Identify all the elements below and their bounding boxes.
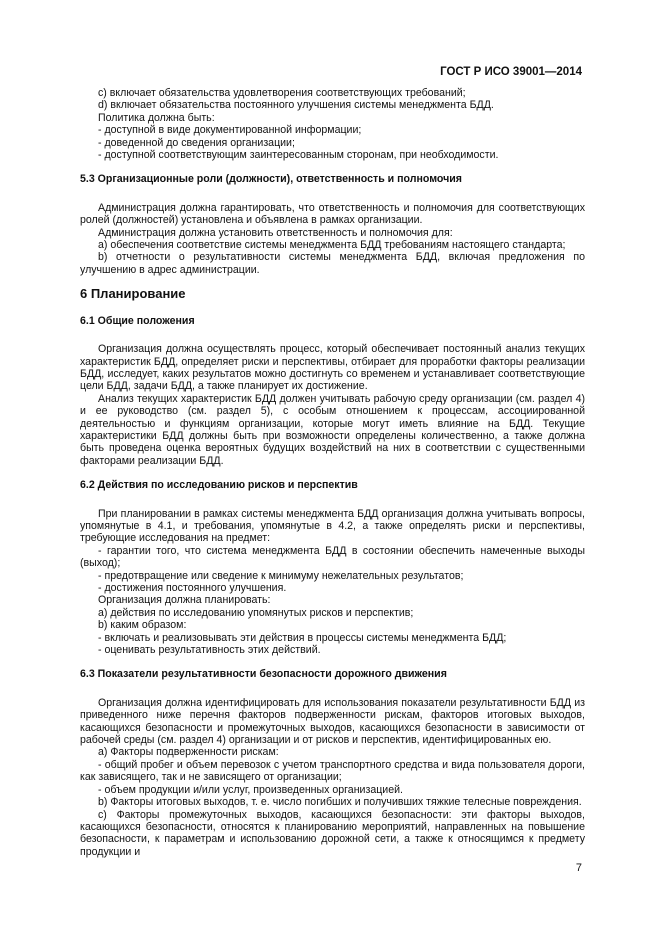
paragraph: а) обеспечения соответствие системы менеджмента БДД требованиям настоящего стандарта; — [98, 239, 566, 252]
paragraph: - доведенной до сведения организации; — [98, 136, 295, 149]
paragraph: - достижения постоянного улучшения. — [98, 582, 287, 594]
paragraph: - общий пробег и объем перевозок с учетом транспортного средства и вида пользователя дороги, как зависящего, так и не зависящего от организации; — [80, 758, 585, 784]
section-heading-6: 6 Планирование — [80, 286, 186, 302]
paragraph: b) отчетности о результативности системы менеджмента БДД, включая предложения по улучшению в адрес администрации. — [80, 251, 585, 276]
paragraph: Анализ текущих характеристик БДД должен учитывать рабочую среду организации (см. раздел 4) и ее руководство (см. раздел 5), с особым отношением к процессам, ассоциированной деятельностью и функциям организации, которые могут иметь влияние на БДД. Текущие характеристики БДД должны быть при возможности определены количественно, а также должна быть проведена оценка вероятных будущих воздействий на них в соответствии с существенными факторами реализации БДД. — [80, 392, 585, 467]
paragraph: Администрация должна гарантировать, что ответственность и полномочия для соответствующих ролей (должностей) установлена и объявлена в рамках организации. — [80, 201, 585, 227]
paragraph: c) включает обязательства удовлетворения соответствующих требований; — [98, 87, 466, 99]
paragraph: При планировании в рамках системы менеджмента БДД организация должна учитывать вопросы, упомянутые в 4.1, и требования, упомянутые в 4.2, а также определять риски и перспективы, требующие исследования на предмет: — [80, 507, 585, 545]
document-header: ГОСТ Р ИСО 39001—2014 — [440, 66, 582, 78]
paragraph: - доступной соответствующим заинтересованным сторонам, при необходимости. — [98, 149, 499, 162]
paragraph: Политика должна быть: — [98, 111, 215, 124]
paragraph: а) действия по исследованию упомянутых рисков и перспектив; — [98, 606, 414, 619]
page-number: 7 — [575, 862, 582, 874]
paragraph: c) Факторы промежуточных выходов, касающихся безопасности: эти факторы выходов, касающихся безопасности, относятся к планированию мероприятий, направленных на повышение безопасности, к параметрам и использованию дорожной сети, а также к относящимся к предмету продукции и — [80, 808, 585, 858]
document-body — [80, 87, 585, 858]
paragraph: Организация должна планировать: — [98, 594, 271, 607]
section-heading-6-2: 6.2 Действия по исследованию рисков и перспектив — [80, 479, 358, 492]
paragraph: Организация должна идентифицировать для использования показатели результативности БДД из приведенного ниже перечня факторов подверженности рискам, факторов итоговых выходов, касающихся безопасности и промежуточных выходов, касающихся безопасности в зависимости от рабочей среды (см. раздел 4) организации и от рисков и перспектив, идентифицированных ею. — [80, 696, 585, 747]
paragraph: b) каким образом: — [98, 619, 187, 632]
paragraph: d) включает обязательства постоянного улучшения системы менеджмента БДД. — [98, 99, 494, 112]
section-heading-5-3: 5.3 Организационные роли (должности), ответственность и полномочия — [80, 173, 462, 186]
paragraph: - гарантии того, что система менеджмента БДД в состоянии обеспечить намеченные выходы (выход); — [80, 544, 585, 570]
paragraph: а) Факторы подверженности рискам: — [98, 746, 279, 759]
paragraph: - объем продукции и/или услуг, произведенных организацией. — [98, 783, 403, 796]
paragraph: Администрация должна установить ответственность и полномочия для: — [98, 226, 453, 239]
paragraph: b) Факторы итоговых выходов, т. е. число погибших и получивших тяжкие телесные повреждения. — [98, 796, 582, 809]
section-heading-6-3: 6.3 Показатели результативности безопасности дорожного движения — [80, 668, 447, 681]
paragraph: - предотвращение или сведение к минимуму нежелательных результатов; — [98, 569, 464, 582]
paragraph: Организация должна осуществлять процесс, который обеспечивает постоянный анализ текущих характеристик БДД, определяет риски и перспективы, отбирает для проработки факторы реализации БДД, исследует, каких результатов можно достигнуть со временем и устанавливает соответствующие цели БДД, задачи БДД, а также планирует их достижение. — [80, 343, 585, 393]
section-heading-6-1: 6.1 Общие положения — [80, 314, 195, 327]
paragraph: - включать и реализовывать эти действия в процессы системы менеджмента БДД; — [98, 631, 507, 644]
paragraph: - доступной в виде документированной информации; — [98, 124, 362, 137]
paragraph: - оценивать результативность этих действий. — [98, 644, 321, 657]
